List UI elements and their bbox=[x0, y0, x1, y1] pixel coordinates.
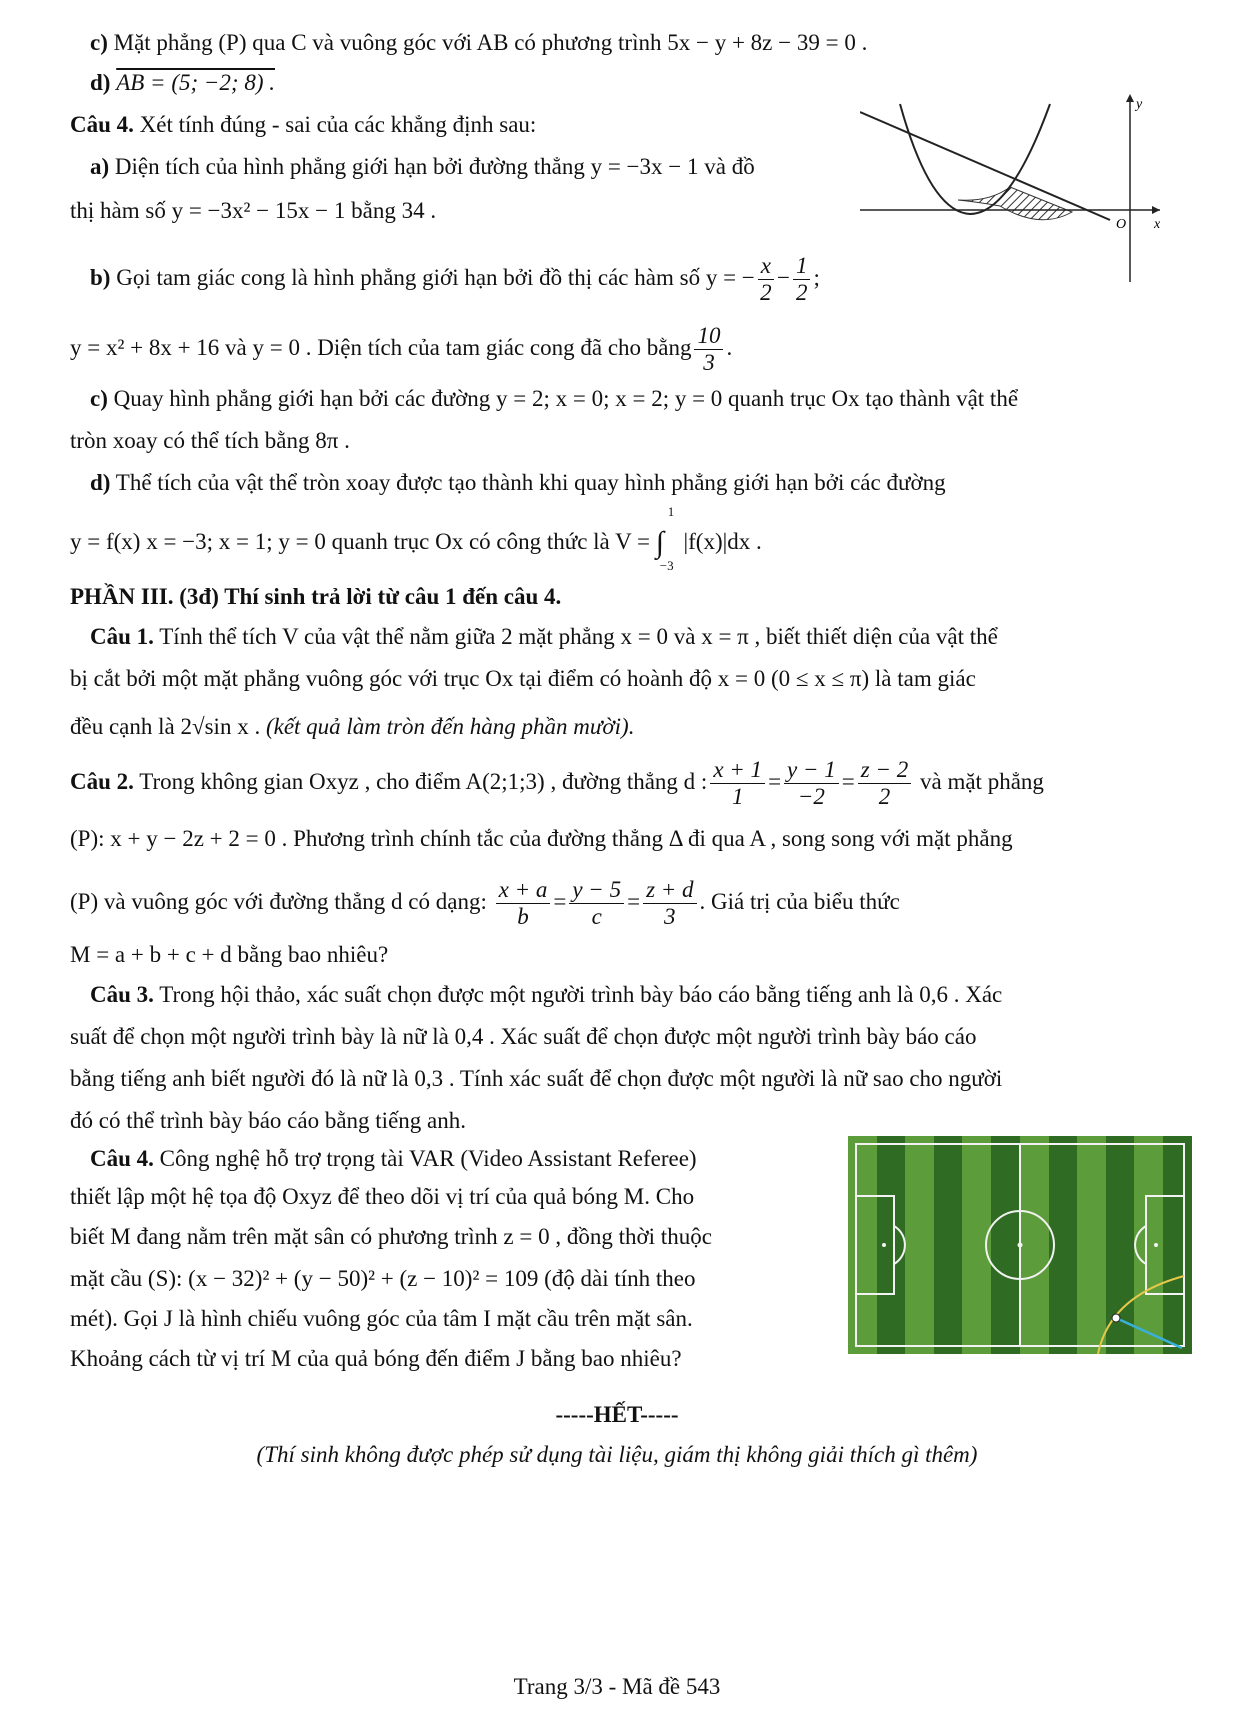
q4-d-text2b: |f(x)|dx . bbox=[683, 529, 762, 554]
frac-den: 2 bbox=[795, 280, 808, 306]
p3-q2-line2 bbox=[70, 824, 1013, 854]
p3-q1-title: Câu 1. bbox=[90, 624, 154, 649]
q4-title: Câu 4. bbox=[70, 112, 134, 137]
p3-q2-line3 bbox=[70, 872, 900, 932]
frac-num: 1 bbox=[793, 253, 811, 280]
q4-b-text2: y = x² + 8x + 16 và y = 0 . Diện tích của tam giác cong đã cho bằng bbox=[70, 335, 692, 360]
origin-label: O bbox=[1116, 217, 1127, 232]
p3-q2-text3b: . Giá trị của biểu thức bbox=[699, 889, 900, 914]
statement-d bbox=[90, 68, 275, 98]
y-axis-label: y bbox=[1136, 97, 1143, 112]
frac-den: −2 bbox=[797, 784, 825, 810]
equals-sign: = bbox=[627, 889, 641, 914]
q4-d-line1 bbox=[90, 468, 946, 498]
q4-c-line1 bbox=[90, 384, 1018, 414]
frac-num: x bbox=[758, 253, 774, 280]
p3-q4-text2: thiết lập một hệ tọa độ Oxyz để theo dõi vị trí của quả bóng M. Cho bbox=[70, 1184, 695, 1209]
q4-a-text1: Diện tích của hình phẳng giới hạn bởi đường thẳng y = −3x − 1 và đồ bbox=[114, 154, 755, 179]
frac-den: b bbox=[517, 904, 529, 930]
p3-q1-line3 bbox=[70, 712, 634, 742]
frac-num: 10 bbox=[694, 323, 723, 350]
ball-icon bbox=[1112, 1314, 1120, 1322]
q4-c-text2: tròn xoay có thể tích bằng 8π . bbox=[70, 428, 350, 453]
q4-a-line2 bbox=[70, 196, 436, 226]
statement-c-text: Mặt phẳng (P) qua C và vuông góc với AB có phương trình 5x − y + 8z − 39 = 0 . bbox=[113, 30, 868, 55]
part3-heading: PHẦN III. (3đ) Thí sinh trả lời từ câu 1 đến câu 4. bbox=[70, 584, 562, 609]
p3-q4-text1: Công nghệ hỗ trợ trọng tài VAR (Video Assistant Referee) bbox=[159, 1146, 697, 1171]
p3-q1-text1: Tính thể tích V của vật thể nằm giữa 2 mặt phẳng x = 0 và x = π , biết thiết diện của vật thể bbox=[159, 624, 998, 649]
q4-b-line2 bbox=[70, 318, 732, 378]
period: . bbox=[726, 335, 733, 360]
frac-den: c bbox=[591, 904, 602, 930]
football-pitch-image bbox=[848, 1136, 1192, 1354]
p3-q2-text1b: và mặt phẳng bbox=[920, 769, 1044, 794]
equals-sign: = bbox=[553, 889, 567, 914]
q4-heading bbox=[70, 110, 536, 140]
p3-q3-text3: bằng tiếng anh biết người đó là nữ là 0,3 . Tính xác suất để chọn được một người là nữ sao cho người bbox=[70, 1066, 1003, 1091]
center-spot bbox=[1018, 1243, 1023, 1248]
frac-den: 2 bbox=[878, 784, 891, 810]
p3-q1-line1 bbox=[90, 622, 998, 652]
integral-lower: −3 bbox=[659, 557, 674, 573]
page-number: Trang 3/3 - Mã đề 543 bbox=[513, 1674, 721, 1699]
p3-q4-line1 bbox=[90, 1144, 697, 1174]
p3-q3-text2: suất để chọn một người trình bày là nữ là 0,4 . Xác suất để chọn được một người trình bày báo cáo bbox=[70, 1024, 977, 1049]
frac-num: z + d bbox=[643, 877, 696, 904]
label-d: d) bbox=[90, 70, 111, 95]
p3-q1-text2: bị cắt bởi một mặt phẳng vuông góc với trục Ox tại điểm có hoành độ x = 0 (0 ≤ x ≤ π) là tam giác bbox=[70, 666, 976, 691]
p3-q2-text4: M = a + b + c + d bằng bao nhiêu? bbox=[70, 942, 389, 967]
p3-q4-text3: biết M đang nằm trên mặt sân có phương trình z = 0 , đồng thời thuộc bbox=[70, 1224, 712, 1249]
q4-d-label: d) bbox=[90, 470, 111, 495]
p3-q2-title: Câu 2. bbox=[70, 769, 134, 794]
p3-q1-text3b: (kết quả làm tròn đến hàng phần mười). bbox=[265, 714, 635, 739]
frac-num: y − 5 bbox=[569, 877, 624, 904]
integral-sign: ∫ 1 −3 bbox=[655, 503, 675, 573]
shaded-region bbox=[958, 187, 1072, 220]
frac-num: z − 2 bbox=[858, 757, 911, 784]
frac-den: 1 bbox=[731, 784, 744, 810]
footer-note: (Thí sinh không được phép sử dụng tài liệu, giám thị không giải thích gì thêm) bbox=[256, 1442, 978, 1467]
frac-num: x + 1 bbox=[710, 757, 765, 784]
q4-a-label: a) bbox=[90, 154, 110, 179]
p3-q3-text1: Trong hội thảo, xác suất chọn được một người trình bày báo cáo bằng tiếng anh là 0,6 . Xác bbox=[159, 982, 1003, 1007]
q4-d-text2a: y = f(x) x = −3; x = 1; y = 0 quanh trục Ox có công thức là V = bbox=[70, 529, 651, 554]
x-axis-arrow-icon bbox=[1152, 206, 1160, 214]
semicolon: ; bbox=[813, 265, 820, 290]
label-c: c) bbox=[90, 30, 108, 55]
q4-a-line1 bbox=[90, 152, 755, 182]
x-axis-label: x bbox=[1154, 217, 1161, 232]
p3-q2-line1 bbox=[70, 752, 1044, 812]
minus-sign: − bbox=[776, 265, 790, 290]
statement-c bbox=[90, 28, 867, 58]
p3-q2-line4 bbox=[70, 940, 388, 970]
equals-sign: = bbox=[841, 769, 855, 794]
p3-q3-line1 bbox=[90, 980, 1002, 1010]
p3-q3-text4: đó có thể trình bày báo cáo bằng tiếng anh. bbox=[70, 1108, 466, 1133]
q4-title-text: Xét tính đúng - sai của các khẳng định sau: bbox=[139, 112, 537, 137]
p3-q2-text3a: (P) và vuông góc với đường thẳng d có dạng: bbox=[70, 889, 487, 914]
graph-figure bbox=[860, 92, 1190, 282]
p3-q2-text1a: Trong không gian Oxyz , cho điểm A(2;1;3) , đường thẳng d : bbox=[139, 769, 708, 794]
q4-b-line1 bbox=[90, 248, 820, 308]
y-axis-arrow-icon bbox=[1126, 94, 1134, 102]
statement-d-text: AB = (5; −2; 8) . bbox=[116, 70, 275, 95]
p3-q4-title: Câu 4. bbox=[90, 1146, 154, 1171]
q4-b-label: b) bbox=[90, 265, 111, 290]
p3-q1-text3a: đều cạnh là 2√sin x . bbox=[70, 714, 261, 739]
q4-c-text1: Quay hình phẳng giới hạn bởi các đường y = 2; x = 0; x = 2; y = 0 quanh trục Ox tạo thành vật thể bbox=[113, 386, 1019, 411]
p3-q3-title: Câu 3. bbox=[90, 982, 154, 1007]
q4-c-line2 bbox=[70, 426, 350, 456]
p3-q4-text6: Khoảng cách từ vị trí M của quả bóng đến điểm J bằng bao nhiêu? bbox=[70, 1346, 682, 1371]
q4-d-line2 bbox=[70, 503, 762, 573]
frac-den: 3 bbox=[664, 904, 676, 930]
penalty-spot bbox=[1154, 1243, 1158, 1247]
p3-q2-text2: (P): x + y − 2z + 2 = 0 . Phương trình chính tắc của đường thẳng Δ đi qua A , song song với mặt phẳng bbox=[70, 826, 1013, 851]
p3-q1-line2 bbox=[70, 664, 976, 694]
frac-den: 2 bbox=[760, 280, 772, 306]
p3-q4-text4: mặt cầu (S): (x − 32)² + (y − 50)² + (z − 10)² = 109 (độ dài tính theo bbox=[70, 1266, 696, 1291]
q4-d-text1: Thể tích của vật thể tròn xoay được tạo thành khi quay hình phẳng giới hạn bởi các đường bbox=[115, 470, 946, 495]
penalty-spot bbox=[882, 1243, 886, 1247]
frac-num: x + a bbox=[496, 877, 551, 904]
end-marker: -----HẾT----- bbox=[555, 1402, 679, 1427]
q4-b-text1: Gọi tam giác cong là hình phẳng giới hạn bởi đồ thị các hàm số y = − bbox=[116, 265, 755, 290]
q4-a-text2: thị hàm số y = −3x² − 15x − 1 bằng 34 . bbox=[70, 198, 437, 223]
frac-num: y − 1 bbox=[784, 757, 839, 784]
frac-den: 3 bbox=[703, 350, 715, 376]
q4-c-label: c) bbox=[90, 386, 108, 411]
p3-q4-text5: mét). Gọi J là hình chiếu vuông góc của tâm I mặt cầu trên mặt sân. bbox=[70, 1306, 693, 1331]
equals-sign: = bbox=[768, 769, 782, 794]
integral-upper: 1 bbox=[667, 503, 675, 519]
